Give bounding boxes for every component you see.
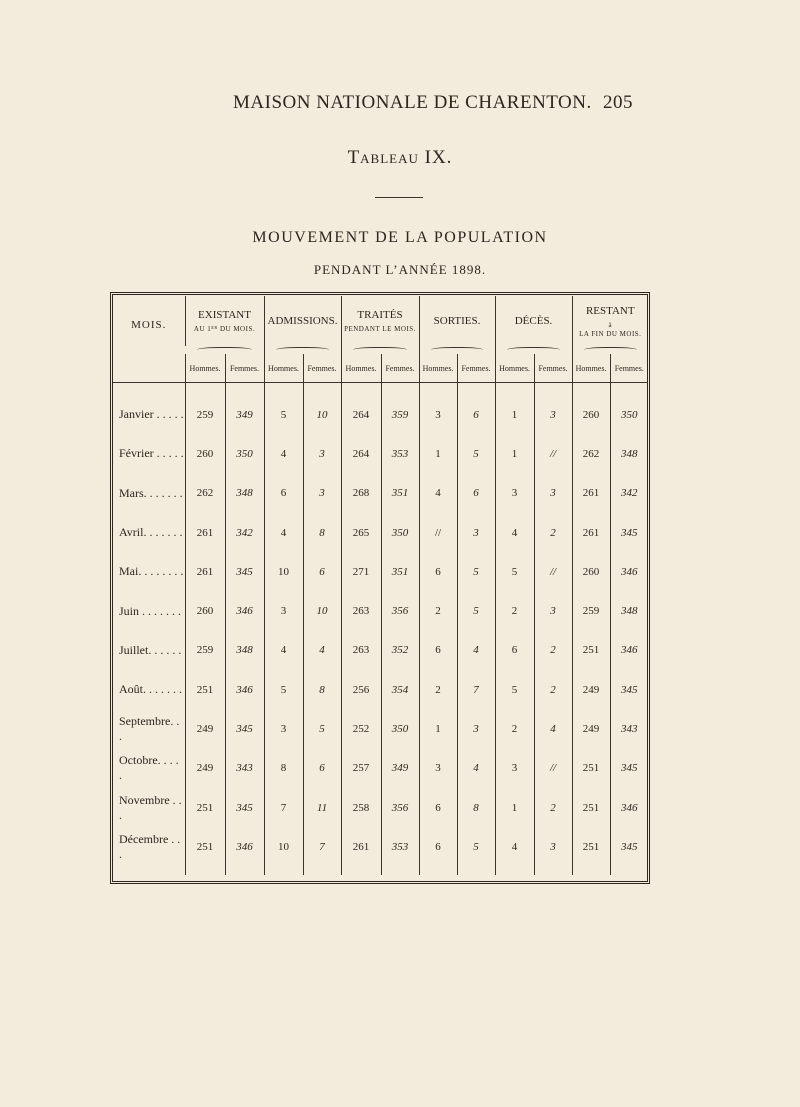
hommes-value: 256 [341, 670, 381, 709]
hommes-value: 5 [495, 670, 534, 709]
femmes-value: 2 [534, 788, 572, 827]
page-number: 205 [603, 92, 633, 113]
femmes-value: 348 [225, 474, 264, 513]
hommes-value: 252 [341, 709, 381, 748]
sub-title: PENDANT L’ANNÉE 1898. [313, 262, 487, 277]
hommes-value: 251 [572, 788, 610, 827]
femmes-value: 5 [457, 552, 495, 591]
hommes-value: 271 [341, 552, 381, 591]
hommes-value: 261 [572, 513, 610, 552]
hommes-value: 1 [495, 434, 534, 473]
hommes-value: 4 [264, 434, 303, 473]
femmes-value: 8 [303, 670, 341, 709]
table-row [113, 591, 648, 630]
hommes-value: 3 [419, 749, 457, 788]
hommes-value: 6 [419, 827, 457, 866]
hommes-value: 261 [341, 827, 381, 866]
hommes-value: 262 [185, 474, 225, 513]
femmes-value: 350 [610, 383, 648, 435]
hommes-value: 263 [341, 591, 381, 630]
hommes-value: 3 [264, 709, 303, 748]
femmes-value: 342 [610, 474, 648, 513]
brace [419, 346, 495, 354]
femmes-value: 349 [381, 749, 419, 788]
femmes-value: 345 [610, 827, 648, 866]
month-cell: Novembre . . . [119, 792, 182, 822]
femmes-value: 356 [381, 788, 419, 827]
hommes-value: 261 [572, 474, 610, 513]
month-cell: Septembre. . . [119, 714, 180, 744]
hommes-header: Hommes. [419, 354, 457, 383]
month-cell: Février . . . . . [119, 446, 184, 461]
hommes-value: 2 [419, 670, 457, 709]
femmes-value: 353 [381, 434, 419, 473]
femmes-value: 4 [534, 709, 572, 748]
header-sorties: SORTIES. [419, 296, 495, 346]
hommes-value: 1 [419, 434, 457, 473]
femmes-value: 6 [303, 552, 341, 591]
table-row [113, 383, 648, 435]
femmes-value: 2 [534, 513, 572, 552]
month-cell: Octobre. . . . . [119, 753, 179, 783]
hommes-value: 1 [495, 788, 534, 827]
hommes-value: 3 [495, 749, 534, 788]
hommes-value: // [419, 513, 457, 552]
hommes-header: Hommes. [341, 354, 381, 383]
hommes-value: 2 [495, 591, 534, 630]
hommes-value: 4 [495, 513, 534, 552]
month-cell: Juin . . . . . . . [119, 603, 182, 618]
table-row [113, 434, 648, 473]
mois-header: MOIS. [131, 319, 167, 331]
hommes-header: Hommes. [185, 354, 225, 383]
hommes-value: 257 [341, 749, 381, 788]
femmes-value: 343 [225, 749, 264, 788]
hommes-value: 260 [185, 591, 225, 630]
header-existant: EXISTANT AU 1ᴱᴿ DU MOIS. [185, 296, 264, 346]
hommes-value: 4 [264, 513, 303, 552]
table-row [113, 631, 648, 670]
hommes-value: 10 [264, 827, 303, 866]
femmes-header: Femmes. [534, 354, 572, 383]
femmes-value: 348 [225, 631, 264, 670]
hommes-value: 261 [185, 513, 225, 552]
femmes-value: 350 [381, 709, 419, 748]
hommes-value: 10 [264, 552, 303, 591]
hommes-value: 6 [419, 788, 457, 827]
femmes-value: 2 [534, 631, 572, 670]
femmes-value: 8 [303, 513, 341, 552]
brace [264, 346, 341, 354]
running-title: MAISON NATIONALE DE CHARENTON. [233, 92, 592, 113]
hommes-header: Hommes. [572, 354, 610, 383]
main-title: MOUVEMENT DE LA POPULATION [252, 229, 548, 246]
femmes-value: 345 [610, 513, 648, 552]
femmes-value: 3 [534, 827, 572, 866]
hommes-value: 1 [419, 709, 457, 748]
month-cell: Mars. . . . . . . [119, 485, 183, 500]
hommes-value: 249 [572, 709, 610, 748]
femmes-value: 8 [457, 788, 495, 827]
hommes-value: 4 [419, 474, 457, 513]
hommes-value: 6 [495, 631, 534, 670]
tableau-title: Tableau IX. [347, 147, 453, 168]
hommes-value: 249 [185, 709, 225, 748]
femmes-value: 3 [457, 709, 495, 748]
hommes-value: 259 [572, 591, 610, 630]
femmes-value: 11 [303, 788, 341, 827]
femmes-value: 345 [610, 749, 648, 788]
month-cell: Juillet. . . . . . [119, 642, 182, 657]
hommes-value: 3 [264, 591, 303, 630]
header-restant: RESTANT à LA FIN DU MOIS. [572, 296, 648, 346]
femmes-header: Femmes. [381, 354, 419, 383]
spacer-row [113, 867, 648, 875]
femmes-value: 345 [225, 552, 264, 591]
femmes-value: 346 [610, 631, 648, 670]
femmes-value: 4 [303, 631, 341, 670]
femmes-value: 346 [225, 827, 264, 866]
month-cell: Août. . . . . . . [119, 682, 182, 697]
femmes-value: 5 [303, 709, 341, 748]
hommes-value: 264 [341, 434, 381, 473]
hommes-value: 6 [264, 474, 303, 513]
month-cell: Décembre . . . [119, 831, 181, 861]
femmes-header: Femmes. [303, 354, 341, 383]
femmes-value: 2 [534, 670, 572, 709]
femmes-value: 3 [534, 383, 572, 435]
header-traites: TRAITÉS PENDANT LE MOIS. [341, 296, 419, 346]
femmes-value: 5 [457, 591, 495, 630]
femmes-value: // [534, 434, 572, 473]
hommes-header: Hommes. [264, 354, 303, 383]
hommes-value: 4 [264, 631, 303, 670]
hommes-value: 251 [572, 827, 610, 866]
hommes-value: 251 [572, 631, 610, 670]
femmes-value: 348 [610, 434, 648, 473]
hommes-value: 5 [264, 383, 303, 435]
femmes-value: 7 [457, 670, 495, 709]
brace [185, 346, 264, 354]
femmes-value: 7 [303, 827, 341, 866]
hommes-value: 4 [495, 827, 534, 866]
femmes-value: 350 [225, 434, 264, 473]
femmes-value: 4 [457, 631, 495, 670]
table-row [113, 788, 648, 827]
femmes-header: Femmes. [225, 354, 264, 383]
hommes-value: 3 [495, 474, 534, 513]
femmes-value: 356 [381, 591, 419, 630]
femmes-value: 346 [225, 670, 264, 709]
brace [495, 346, 572, 354]
femmes-value: 350 [381, 513, 419, 552]
hommes-value: 260 [572, 383, 610, 435]
femmes-value: 5 [457, 827, 495, 866]
femmes-value: 4 [457, 749, 495, 788]
femmes-value: 345 [610, 670, 648, 709]
hommes-value: 6 [419, 552, 457, 591]
femmes-value: 352 [381, 631, 419, 670]
hommes-value: 5 [264, 670, 303, 709]
month-cell: Mai. . . . . . . . [119, 564, 184, 579]
table-row [113, 827, 648, 866]
table-row [113, 670, 648, 709]
brace [341, 346, 419, 354]
table-body [113, 383, 648, 875]
femmes-value: 345 [225, 709, 264, 748]
hommes-value: 259 [185, 383, 225, 435]
hommes-value: 261 [185, 552, 225, 591]
femmes-value: 5 [457, 434, 495, 473]
femmes-value: 343 [610, 709, 648, 748]
femmes-value: 345 [225, 788, 264, 827]
hommes-value: 265 [341, 513, 381, 552]
femmes-value: 342 [225, 513, 264, 552]
hommes-value: 268 [341, 474, 381, 513]
femmes-value: 3 [303, 474, 341, 513]
hommes-value: 251 [185, 788, 225, 827]
hommes-value: 263 [341, 631, 381, 670]
femmes-value: 346 [610, 552, 648, 591]
title-divider [375, 197, 423, 198]
mois-sub-header [113, 354, 185, 383]
month-cell: Avril. . . . . . . [119, 525, 183, 540]
hommes-value: 251 [572, 749, 610, 788]
hommes-value: 6 [419, 631, 457, 670]
hommes-header: Hommes. [495, 354, 534, 383]
femmes-value: 348 [610, 591, 648, 630]
table-row [113, 709, 648, 748]
hommes-value: 5 [495, 552, 534, 591]
month-cell: Janvier . . . . . [119, 407, 184, 422]
hommes-value: 251 [185, 670, 225, 709]
hommes-value: 7 [264, 788, 303, 827]
hommes-value: 251 [185, 827, 225, 866]
femmes-value: 353 [381, 827, 419, 866]
hommes-value: 260 [572, 552, 610, 591]
hommes-value: 264 [341, 383, 381, 435]
femmes-value: 6 [457, 383, 495, 435]
brace [572, 346, 648, 354]
femmes-value: 3 [303, 434, 341, 473]
femmes-value: // [534, 749, 572, 788]
hommes-value: 2 [495, 709, 534, 748]
header-admissions: ADMISSIONS. [264, 296, 341, 346]
hommes-value: 8 [264, 749, 303, 788]
femmes-value: 349 [225, 383, 264, 435]
femmes-header: Femmes. [457, 354, 495, 383]
femmes-value: 3 [457, 513, 495, 552]
hommes-value: 258 [341, 788, 381, 827]
femmes-value: 10 [303, 591, 341, 630]
femmes-value: 346 [225, 591, 264, 630]
femmes-value: 6 [457, 474, 495, 513]
femmes-value: 346 [610, 788, 648, 827]
table-row [113, 552, 648, 591]
femmes-value: 354 [381, 670, 419, 709]
hommes-value: 249 [572, 670, 610, 709]
table-row [113, 474, 648, 513]
femmes-value: 351 [381, 552, 419, 591]
hommes-value: 259 [185, 631, 225, 670]
population-table [113, 296, 648, 875]
femmes-value: 351 [381, 474, 419, 513]
femmes-value: 3 [534, 474, 572, 513]
table-row [113, 749, 648, 788]
femmes-header: Femmes. [610, 354, 648, 383]
hommes-value: 249 [185, 749, 225, 788]
femmes-value: 10 [303, 383, 341, 435]
femmes-value: // [534, 552, 572, 591]
femmes-value: 6 [303, 749, 341, 788]
femmes-value: 3 [534, 591, 572, 630]
hommes-value: 2 [419, 591, 457, 630]
hommes-value: 260 [185, 434, 225, 473]
hommes-value: 3 [419, 383, 457, 435]
header-deces: DÉCÈS. [495, 296, 572, 346]
femmes-value: 359 [381, 383, 419, 435]
table-row [113, 513, 648, 552]
hommes-value: 1 [495, 383, 534, 435]
hommes-value: 262 [572, 434, 610, 473]
